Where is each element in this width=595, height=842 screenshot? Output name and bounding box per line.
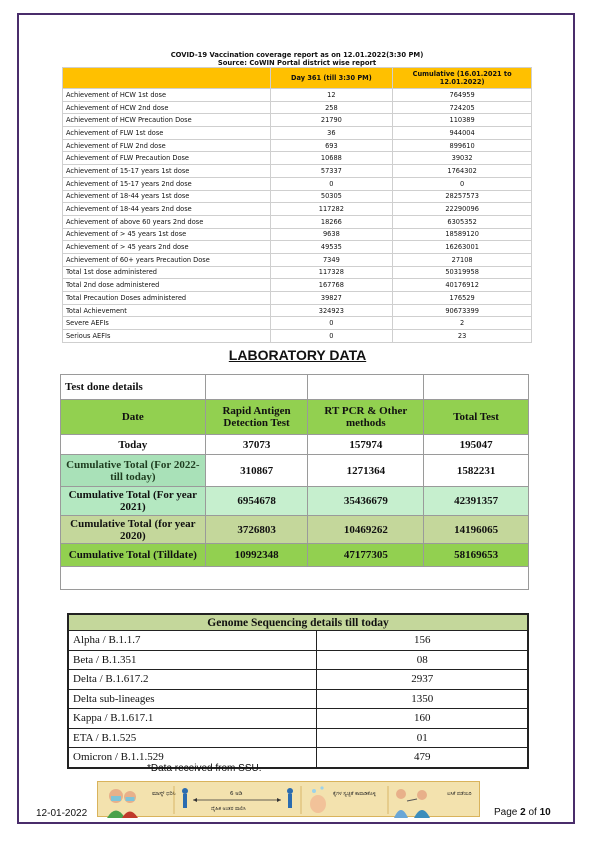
- day-value: 9638: [270, 228, 393, 241]
- total-value: 195047: [424, 435, 529, 455]
- variant-count: 08: [317, 650, 528, 670]
- cumulative-value: 22290096: [393, 203, 532, 216]
- rtpcr-value: 35436679: [308, 487, 424, 516]
- row-label: Achievement of FLW Precaution Dose: [63, 152, 271, 165]
- table-row: [63, 228, 532, 241]
- rapid-value: 3726803: [205, 516, 308, 544]
- vaccination-col-cumulative: Cumulative (16.01.2021 to 12.01.2022): [393, 68, 532, 89]
- table-row: [63, 152, 532, 165]
- table-row: [68, 728, 528, 748]
- table-row: [63, 127, 532, 140]
- table-row: [68, 631, 528, 651]
- table-row: [68, 650, 528, 670]
- table-row: [63, 279, 532, 292]
- row-label: Total 2nd dose administered: [63, 279, 271, 292]
- vaccination-title: COVID-19 Vaccination coverage report as on 12.01.2022(3:30 PM): [170, 51, 424, 59]
- table-row: [63, 304, 532, 317]
- table-row: [61, 544, 529, 567]
- vaccination-table: [62, 51, 532, 343]
- table-row: [68, 709, 528, 729]
- cumulative-value: 944004: [393, 127, 532, 140]
- table-row: [68, 689, 528, 709]
- table-row: [63, 114, 532, 127]
- cumulative-value: 28257573: [393, 190, 532, 203]
- blank-row: [61, 567, 529, 590]
- rapid-value: 310867: [205, 455, 308, 487]
- vaccination-icon: [394, 789, 430, 818]
- rtpcr-value: 1271364: [308, 455, 424, 487]
- rapid-value: 37073: [205, 435, 308, 455]
- cumulative-value: 899610: [393, 139, 532, 152]
- day-value: 21790: [270, 114, 393, 127]
- table-row: [63, 139, 532, 152]
- cumulative-value: 2: [393, 317, 532, 330]
- total-value: 58169653: [424, 544, 529, 567]
- day-value: 10688: [270, 152, 393, 165]
- vaccine-text: ಲಸಿಕೆ ಪಡೆಯಿರಿ: [447, 791, 472, 797]
- table-row: [63, 241, 532, 254]
- variant-name: Delta sub-lineages: [68, 689, 317, 709]
- row-label: Achievement of HCW 1st dose: [63, 89, 271, 102]
- total-value: 1582231: [424, 455, 529, 487]
- day-value: 36: [270, 127, 393, 140]
- variant-count: 479: [317, 748, 528, 768]
- covid-guidelines-banner: [97, 781, 480, 817]
- day-value: 39827: [270, 292, 393, 305]
- cumulative-value: 0: [393, 177, 532, 190]
- table-row: [63, 203, 532, 216]
- page-total: 10: [539, 807, 551, 818]
- cumulative-value: 176529: [393, 292, 532, 305]
- variant-count: 2937: [317, 670, 528, 690]
- total-value: 42391357: [424, 487, 529, 516]
- lab-col-date: Date: [61, 400, 206, 435]
- table-row: [63, 292, 532, 305]
- rapid-value: 10992348: [205, 544, 308, 567]
- page-of: of: [528, 807, 537, 818]
- day-value: 12: [270, 89, 393, 102]
- page-number: [494, 807, 551, 818]
- variant-name: Alpha / B.1.1.7: [68, 631, 317, 651]
- table-row: [63, 330, 532, 343]
- day-value: 0: [270, 317, 393, 330]
- table-row: [63, 89, 532, 102]
- row-label: Achievement of 60+ years Precaution Dose: [63, 253, 271, 266]
- day-value: 57337: [270, 165, 393, 178]
- variant-name: Beta / B.1.351: [68, 650, 317, 670]
- blank-cell: [424, 375, 529, 400]
- table-row: [63, 317, 532, 330]
- table-row: [63, 165, 532, 178]
- table-row: [68, 670, 528, 690]
- day-value: 18266: [270, 215, 393, 228]
- table-row: [63, 190, 532, 203]
- row-label: Achievement of 18-44 years 1st dose: [63, 190, 271, 203]
- cumulative-value: 90673399: [393, 304, 532, 317]
- cumulative-value: 50319958: [393, 266, 532, 279]
- vaccination-col-day: Day 361 (till 3:30 PM): [270, 68, 393, 89]
- cumulative-value: 27108: [393, 253, 532, 266]
- distance-text-2: ದೈಹಿಕ ಅಂತರ ಪಾಲಿಸಿ: [211, 806, 246, 812]
- day-value: 7349: [270, 253, 393, 266]
- row-label: Cumulative Total (For 2022- till today): [61, 455, 206, 487]
- row-label: Achievement of > 45 years 1st dose: [63, 228, 271, 241]
- variant-name: Delta / B.1.617.2: [68, 670, 317, 690]
- row-label: Achievement of 15-17 years 2nd dose: [63, 177, 271, 190]
- data-source-note: *Data received from SSU.: [147, 763, 262, 774]
- row-label: Cumulative Total (For year 2021): [61, 487, 206, 516]
- genome-table: [67, 613, 529, 769]
- day-value: 0: [270, 177, 393, 190]
- lab-col-rapid: Rapid Antigen Detection Test: [205, 400, 308, 435]
- variant-count: 1350: [317, 689, 528, 709]
- vaccination-header-blank: [63, 68, 271, 89]
- row-label: Achievement of > 45 years 2nd dose: [63, 241, 271, 254]
- blank-cell: [205, 375, 308, 400]
- distance-text: 6 ಅಡಿ: [230, 791, 243, 797]
- total-value: 14196065: [424, 516, 529, 544]
- table-row: [63, 215, 532, 228]
- hand-wash-text: ಕೈಗಳ ಸ್ವಚ್ಛತೆ ಕಾಪಾಡಿಕೊಳ್ಳಿ: [333, 791, 376, 797]
- cumulative-value: 18589120: [393, 228, 532, 241]
- rapid-value: 6954678: [205, 487, 308, 516]
- laboratory-heading: LABORATORY DATA: [228, 347, 367, 363]
- rtpcr-value: 10469262: [308, 516, 424, 544]
- rtpcr-value: 47177305: [308, 544, 424, 567]
- cumulative-value: 1764302: [393, 165, 532, 178]
- table-row: [68, 748, 528, 768]
- day-value: 167768: [270, 279, 393, 292]
- table-row: [61, 435, 529, 455]
- variant-count: 01: [317, 728, 528, 748]
- row-label: Today: [61, 435, 206, 455]
- table-row: [61, 487, 529, 516]
- cumulative-value: 6305352: [393, 215, 532, 228]
- day-value: 258: [270, 101, 393, 114]
- lab-col-rtpcr: RT PCR & Other methods: [308, 400, 424, 435]
- genome-title: Genome Sequencing details till today: [68, 614, 528, 631]
- cumulative-value: 39032: [393, 152, 532, 165]
- lab-col-total: Total Test: [424, 400, 529, 435]
- row-label: Serious AEFIs: [63, 330, 271, 343]
- vaccination-source: Source: CoWIN Portal district wise report: [217, 59, 377, 67]
- row-label: Achievement of HCW 2nd dose: [63, 101, 271, 114]
- row-label: Cumulative Total (Tilldate): [61, 544, 206, 567]
- row-label: Severe AEFIs: [63, 317, 271, 330]
- row-label: Achievement of above 60 years 2nd dose: [63, 215, 271, 228]
- mask-people-icon: [107, 789, 138, 818]
- page-current: 2: [520, 807, 526, 818]
- row-label: Total Precaution Doses administered: [63, 292, 271, 305]
- test-details-label: Test done details: [61, 375, 206, 400]
- row-label: Achievement of 15-17 years 1st dose: [63, 165, 271, 178]
- day-value: 0: [270, 330, 393, 343]
- footer-date: 12-01-2022: [36, 808, 88, 819]
- variant-count: 156: [317, 631, 528, 651]
- hand-wash-icon: [310, 786, 326, 813]
- page-prefix: Page: [494, 807, 518, 818]
- variant-name: Omicron / B.1.1.529: [68, 748, 317, 768]
- rtpcr-value: 157974: [308, 435, 424, 455]
- row-label: Achievement of 18-44 years 2nd dose: [63, 203, 271, 216]
- row-label: Achievement of FLW 1st dose: [63, 127, 271, 140]
- mask-text: ಮಾಸ್ಕ್ ಧರಿಸಿ: [152, 791, 176, 797]
- table-row: [63, 253, 532, 266]
- row-label: Achievement of FLW 2nd dose: [63, 139, 271, 152]
- day-value: 50305: [270, 190, 393, 203]
- day-value: 117328: [270, 266, 393, 279]
- row-label: Total Achievement: [63, 304, 271, 317]
- table-row: [63, 266, 532, 279]
- cumulative-value: 764959: [393, 89, 532, 102]
- row-label: Achievement of HCW Precaution Dose: [63, 114, 271, 127]
- variant-name: ETA / B.1.525: [68, 728, 317, 748]
- cumulative-value: 40176912: [393, 279, 532, 292]
- table-row: [61, 455, 529, 487]
- cumulative-value: 110389: [393, 114, 532, 127]
- day-value: 693: [270, 139, 393, 152]
- day-value: 324923: [270, 304, 393, 317]
- cumulative-value: 724205: [393, 101, 532, 114]
- laboratory-table: [60, 374, 529, 590]
- day-value: 49535: [270, 241, 393, 254]
- blank-cell: [308, 375, 424, 400]
- table-row: [63, 101, 532, 114]
- table-row: [63, 177, 532, 190]
- row-label: Total 1st dose administered: [63, 266, 271, 279]
- variant-name: Kappa / B.1.617.1: [68, 709, 317, 729]
- row-label: Cumulative Total (for year 2020): [61, 516, 206, 544]
- cumulative-value: 23: [393, 330, 532, 343]
- variant-count: 160: [317, 709, 528, 729]
- table-row: [61, 516, 529, 544]
- cumulative-value: 16263001: [393, 241, 532, 254]
- day-value: 117282: [270, 203, 393, 216]
